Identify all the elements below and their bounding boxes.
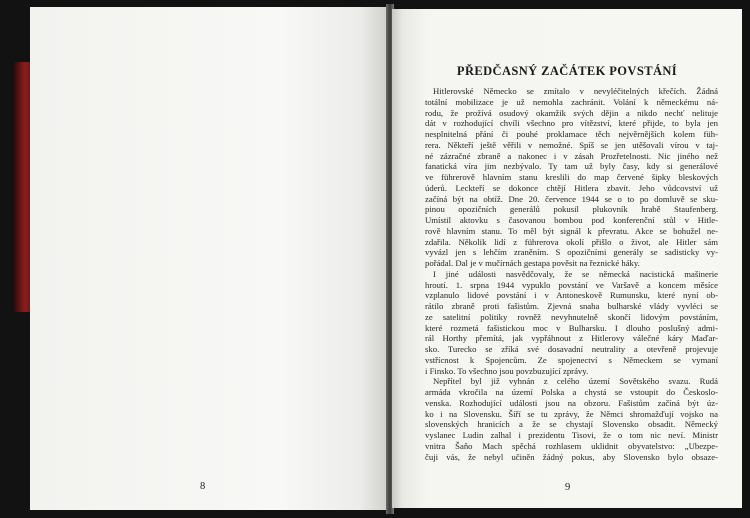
text-line: pinou opozičních generálů pokusil plukovník hrabě Staufenberg. (425, 204, 718, 215)
text-line: vyvázl jen s lehčím zraněním. S opozičními generály se sadisticky vy- (425, 247, 718, 258)
text-line: rál Horthy přemítá, jak vypřáhnout z Hitlerovy válečné káry Maďar- (425, 333, 718, 344)
text-line: hroutí. 1. srpna 1944 vypuklo povstání ve Varšavě a koncem měsíce (425, 279, 718, 290)
text-line: totální mobilizace je už nemohla zachránit. Volání k německému ná- (425, 96, 718, 107)
text-line: dát v rozhodující chvíli všechno pro vítězství, které přijde, to byla jen (425, 118, 718, 129)
text-line: ze satelitní politiky rovněž nevyhnutelně skončí lidovým povstáním, (425, 311, 718, 322)
text-line: vnitra Šaňo Mach spěchá rozhlasem uklidnit obyvatelstvo: „Ubezpe- (425, 440, 718, 451)
text-line: Umístil aktovku s časovanou bombou pod konferenční stůl v Hitle- (425, 215, 718, 225)
text-line: né zázračné zbraně a nakonec i v zásah Prozřetelnosti. Nic jiného než (425, 150, 718, 161)
page-number: 8 (200, 481, 206, 492)
chapter-title: PŘEDČASNÝ ZAČÁTEK POVSTÁNÍ (456, 64, 678, 78)
text-line: venska. Rozhodující události jsou na obzoru. Fašistům začíná být úz- (425, 397, 718, 408)
text-line: ko i na Slovensku. Šíří se tu zprávy, že Němci shromažďují vojsko na (425, 408, 718, 419)
text-line: vzplanulo lidové povstání i v Antoneskově Rumunsku, které nyní ob- (425, 290, 718, 301)
text-line: rátilo zbraně proti fašistům. Zjevná snaha bulharské vlády vyvléci se (425, 301, 718, 311)
text-line: Nepřítel byl již vyhnán z celého území Sovětského svazu. Rudá (433, 376, 718, 387)
text-line: nesplnitelná přání či pouhé proklamace těch nejvěrnějších kolem füh- (425, 129, 718, 139)
text-line: pořádal. Dal je v mučírnách gestapa pověsit na řeznické háky. (425, 258, 640, 268)
left-page (30, 7, 388, 510)
text-line: které rozmetá fašistickou moc v Bulharsku. I dlouho poslušný admi- (425, 322, 718, 333)
text-line: fanatická víra jim nezbývalo. Ty tam už byly časy, kdy si generálové (425, 161, 718, 172)
text-line: Hitlerovské Německo se zmítalo v nevyléčitelných křečích. Žádná (433, 86, 718, 96)
text-line: rodu, že prožívá osudový okamžik svých dějin a nikdo nechť nelituje (425, 107, 718, 118)
text-line: čuji vás, že nebyl učiněn žádný pokus, aby Slovensko bylo obsaze- (425, 451, 718, 462)
text-line: ve führerově hlavním stanu kreslili do map červené šipky bleskových (425, 172, 718, 182)
text-line: vyslanec Ludin zalhal i prezidentu Tisovi, že o tom nic neví. Ministr (425, 430, 718, 440)
text-line: začíná být na obtíž. Dne 20. července 1944 se o to po domluvě se sku- (425, 193, 718, 204)
text-line: slovenských hranicích a že se chystají Slovensko obsadit. Německý (425, 419, 718, 430)
right-page (392, 9, 742, 508)
text-line: zdařila. Několik lidí z führerova okolí přišlo o život, ale Hitler sám (425, 236, 718, 247)
text-line: úderů. Leckteří se dokonce chtějí Hitlera zbavit. Jeho vůdcovství už (425, 182, 718, 193)
text-line: rově hlavním stanu. To měl být signál k převratu. Akce se bohužel ne- (425, 225, 718, 236)
text-line: armáda vkročila na území Polska a chystá se vstoupit do Českoslo- (425, 387, 718, 397)
text-line: i Finsko. To všechno jsou povzbuzující zprávy. (425, 365, 589, 376)
text-line: sko. Turecko se zříká své dosavadní neutrality a otevřeně projevuje (425, 344, 718, 354)
page-number: 9 (565, 482, 571, 493)
text-line: vstřícnost k Spojencům. Ze spojenectví s Německem se vymaní (425, 354, 718, 365)
text-line: rera. Někteří ještě věřili v nemožné. Spíš se jen utěšovali vírou v taj- (425, 139, 718, 150)
text-line: I jiné události nasvědčovaly, že se německá nacistická mašinerie (433, 268, 718, 279)
body-text (425, 86, 718, 462)
